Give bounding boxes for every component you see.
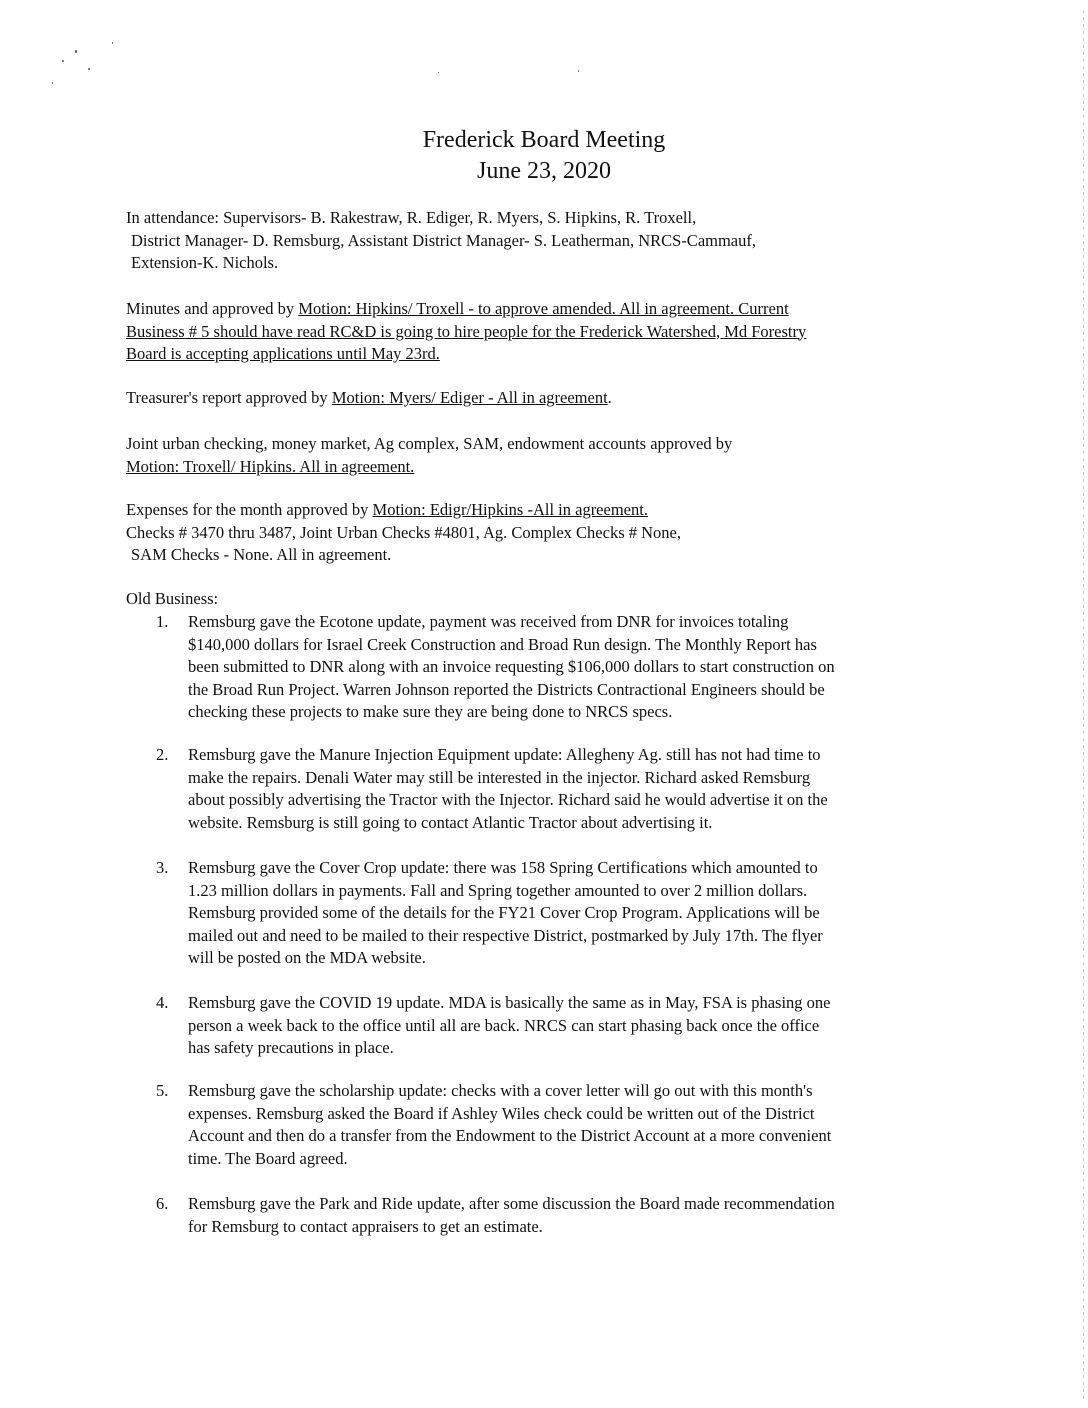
item-line: expenses. Remsburg asked the Board if Ashley Wiles check could be written out of the District	[188, 1103, 815, 1123]
scan-speck	[578, 70, 579, 72]
item-line: make the repairs. Denali Water may still be interested in the injector. Richard asked Remsburg	[188, 767, 811, 787]
old-business-item	[126, 611, 966, 724]
minutes-motion: Business # 5 should have read RC&D is going to hire people for the Frederick Watershed, Md Forestry	[126, 321, 807, 341]
expenses-line: Checks # 3470 thru 3487, Joint Urban Checks #4801, Ag. Complex Checks # None,	[126, 522, 681, 542]
item-line: $140,000 dollars for Israel Creek Construction and Broad Run design. The Monthly Report has	[188, 634, 817, 654]
treasurer-lead: Treasurer's report approved by	[126, 388, 332, 407]
item-line: been submitted to DNR along with an invoice requesting $106,000 dollars to start construction on	[188, 657, 835, 676]
expenses-section	[126, 499, 956, 567]
attendance-line: Extension-K. Nichols.	[131, 253, 279, 272]
item-line: Remsburg gave the Cover Crop update: there was 158 Spring Certifications which amounted to	[188, 858, 818, 877]
document-title: Frederick Board Meeting	[422, 127, 666, 153]
item-number: 5.	[156, 1081, 169, 1100]
expenses-line: SAM Checks - None. All in agreement.	[131, 545, 392, 564]
item-line: person a week back to the office until all are back. NRCS can start phasing back once the office	[188, 1015, 820, 1035]
item-line: time. The Board agreed.	[188, 1148, 348, 1168]
item-line: Remsburg gave the Ecotone update, payment was received from DNR for invoices totaling	[188, 612, 789, 631]
old-business-item	[126, 1193, 966, 1238]
scan-speck	[112, 42, 113, 44]
old-business-item	[126, 744, 966, 834]
item-line: for Remsburg to contact appraisers to get an estimate.	[188, 1216, 543, 1236]
item-line: the Broad Run Project. Warren Johnson reported the Districts Contractional Engineers should be	[188, 679, 825, 699]
expenses-motion: Motion: Edigr/Hipkins -All in agreement.	[372, 500, 648, 519]
item-line: website. Remsburg is still going to contact Atlantic Tractor about advertising it.	[188, 812, 713, 832]
treasurer-section	[126, 387, 956, 410]
document-date: June 23, 2020	[477, 158, 611, 184]
item-line: Remsburg provided some of the details for the FY21 Cover Crop Program. Applications will be	[188, 903, 820, 922]
item-number: 4.	[156, 993, 169, 1012]
item-line: about possibly advertising the Tractor with the Injector. Richard said he would advertise it on the	[188, 790, 828, 809]
old-business-heading: Old Business:	[126, 589, 219, 608]
item-line: checking these projects to make sure they are being done to NRCS specs.	[188, 702, 673, 721]
scan-speck	[438, 72, 439, 73]
attendance-section	[126, 207, 956, 275]
scan-speck	[62, 60, 64, 62]
minutes-lead: Minutes and approved by	[126, 299, 299, 318]
item-line: Remsburg gave the scholarship update: checks with a cover letter will go out with this month's	[188, 1081, 813, 1100]
item-line: Remsburg gave the COVID 19 update. MDA is basically the same as in May, FSA is phasing one	[188, 993, 831, 1012]
minutes-motion: Board is accepting applications until May 23rd.	[126, 344, 440, 363]
expenses-lead: Expenses for the month approved by	[126, 500, 373, 519]
attendance-line: District Manager- D. Remsburg, Assistant District Manager- S. Leatherman, NRCS-Cammauf,	[131, 230, 757, 250]
old-business-item	[126, 857, 966, 970]
minutes-section	[126, 298, 956, 366]
attendance-line: In attendance: Supervisors- B. Rakestraw, R. Ediger, R. Myers, S. Hipkins, R. Troxell,	[126, 208, 697, 227]
item-line: Remsburg gave the Manure Injection Equipment update: Allegheny Ag. still has not had time to	[188, 745, 821, 764]
item-line: has safety precautions in place.	[188, 1038, 394, 1057]
item-line: will be posted on the MDA website.	[188, 948, 426, 967]
item-line: Remsburg gave the Park and Ride update, after some discussion the Board made recommendation	[188, 1194, 835, 1213]
old-business-item	[126, 1080, 966, 1170]
scan-speck	[52, 82, 53, 84]
accounts-line: Joint urban checking, money market, Ag complex, SAM, endowment accounts approved by	[126, 434, 733, 453]
item-number: 3.	[156, 858, 169, 877]
treasurer-tail: .	[607, 388, 612, 407]
accounts-motion: Motion: Troxell/ Hipkins. All in agreement.	[126, 456, 415, 476]
accounts-section	[126, 433, 956, 478]
old-business-item	[126, 992, 966, 1060]
item-number: 1.	[156, 612, 169, 631]
item-line: Account and then do a transfer from the Endowment to the District Account at a more convenient	[188, 1126, 832, 1145]
treasurer-motion: Motion: Myers/ Ediger - All in agreement	[331, 388, 608, 407]
item-line: 1.23 million dollars in payments. Fall and Spring together amounted to over 2 million dollars.	[188, 880, 808, 900]
scan-speck	[75, 50, 77, 53]
scan-edge-line	[1083, 10, 1084, 1400]
minutes-motion: Motion: Hipkins/ Troxell - to approve amended. All in agreement. Current	[298, 299, 789, 318]
item-number: 6.	[156, 1194, 169, 1213]
item-line: mailed out and need to be mailed to their respective District, postmarked by July 17th. The flyer	[188, 925, 823, 945]
item-number: 2.	[156, 745, 169, 764]
scan-speck	[88, 68, 90, 70]
